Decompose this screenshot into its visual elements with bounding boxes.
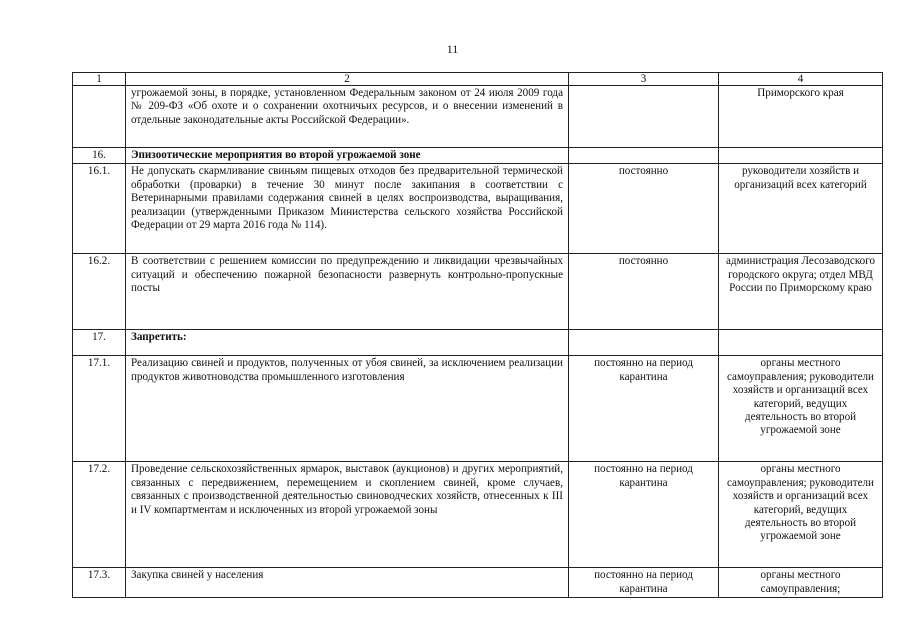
header-col-4: 4 — [719, 73, 883, 86]
row-number: 16.2. — [73, 254, 126, 330]
section-title: Эпизоотические мероприятия во второй угрожаемой зоне — [126, 148, 569, 164]
measure-term: постоянно — [569, 254, 719, 330]
measure-responsible: органы местного самоуправления; — [719, 568, 883, 598]
section-number: 17. — [73, 330, 126, 356]
measure-term — [569, 330, 719, 356]
table-row — [73, 164, 883, 254]
measure-text: Реализацию свиней и продуктов, полученных от убоя свиней, за исключением реализации продуктов животноводства промышленного изготовления — [126, 356, 569, 462]
section-row — [73, 148, 883, 164]
row-number — [73, 86, 126, 148]
measure-term: постоянно на период карантина — [569, 462, 719, 568]
measure-text: В соответствии с решением комиссии по предупреждению и ликвидации чрезвычайных ситуаций и обеспечению пожарной безопасности развернуть контрольно-пропускные посты — [126, 254, 569, 330]
measure-responsible: органы местного самоуправления; руководители хозяйств и организаций всех категорий, ведущих деятельность во второй угрожаемой зоне — [719, 462, 883, 568]
section-title: Запретить: — [126, 330, 569, 356]
measure-responsible: руководители хозяйств и организаций всех категорий — [719, 164, 883, 254]
table-header-row — [73, 73, 883, 86]
measure-text: угрожаемой зоны, в порядке, установленном Федеральным законом от 24 июля 2009 года № 209-ФЗ «Об охоте и о сохранении охотничьих ресурсов, и о внесении изменений в отдельные законодательные акты Российской Федерации». — [126, 86, 569, 148]
header-col-1: 1 — [73, 73, 126, 86]
header-col-3: 3 — [569, 73, 719, 86]
table-row — [73, 254, 883, 330]
measure-term: постоянно — [569, 164, 719, 254]
measure-responsible: администрация Лесозаводского городского округа; отдел МВД России по Приморскому краю — [719, 254, 883, 330]
measure-responsible — [719, 148, 883, 164]
section-row — [73, 330, 883, 356]
page-number: 11 — [446, 42, 459, 56]
measure-term — [569, 148, 719, 164]
measure-term: постоянно на период карантина — [569, 356, 719, 462]
header-col-2: 2 — [126, 73, 569, 86]
table-row — [73, 568, 883, 598]
measure-term: постоянно на период карантина — [569, 568, 719, 598]
measure-responsible — [719, 330, 883, 356]
section-number: 16. — [73, 148, 126, 164]
table-row — [73, 356, 883, 462]
measure-responsible: органы местного самоуправления; руководители хозяйств и организаций всех категорий, ведущих деятельность во второй угрожаемой зоне — [719, 356, 883, 462]
measure-responsible: Приморского края — [719, 86, 883, 148]
row-number: 17.1. — [73, 356, 126, 462]
measure-text: Не допускать скармливание свиньям пищевых отходов без предварительной термической обработки (проварки) в течение 30 минут после закипания в соответствии с Ветеринарными правилами содержания свиней в целях воспроизводства, выращивания, реализации (утвержденными Приказом Министерства сельского хозяйства Российской Федерации от 29 марта 2016 года № 114). — [126, 164, 569, 254]
measure-text: Проведение сельскохозяйственных ярмарок, выставок (аукционов) и других мероприятий, связанных с передвижением, перемещением и скоплением свиней, кроме случаев, связанных с производственной деятельностью свиноводческих хозяйств, отнесенных к III и IV компартментам и исключенных из второй угрожаемой зоны — [126, 462, 569, 568]
measure-term — [569, 86, 719, 148]
measures-table — [72, 72, 883, 598]
row-number: 16.1. — [73, 164, 126, 254]
row-number: 17.3. — [73, 568, 126, 598]
measure-text: Закупка свиней у населения — [126, 568, 569, 598]
table-row — [73, 462, 883, 568]
table-row — [73, 86, 883, 148]
row-number: 17.2. — [73, 462, 126, 568]
